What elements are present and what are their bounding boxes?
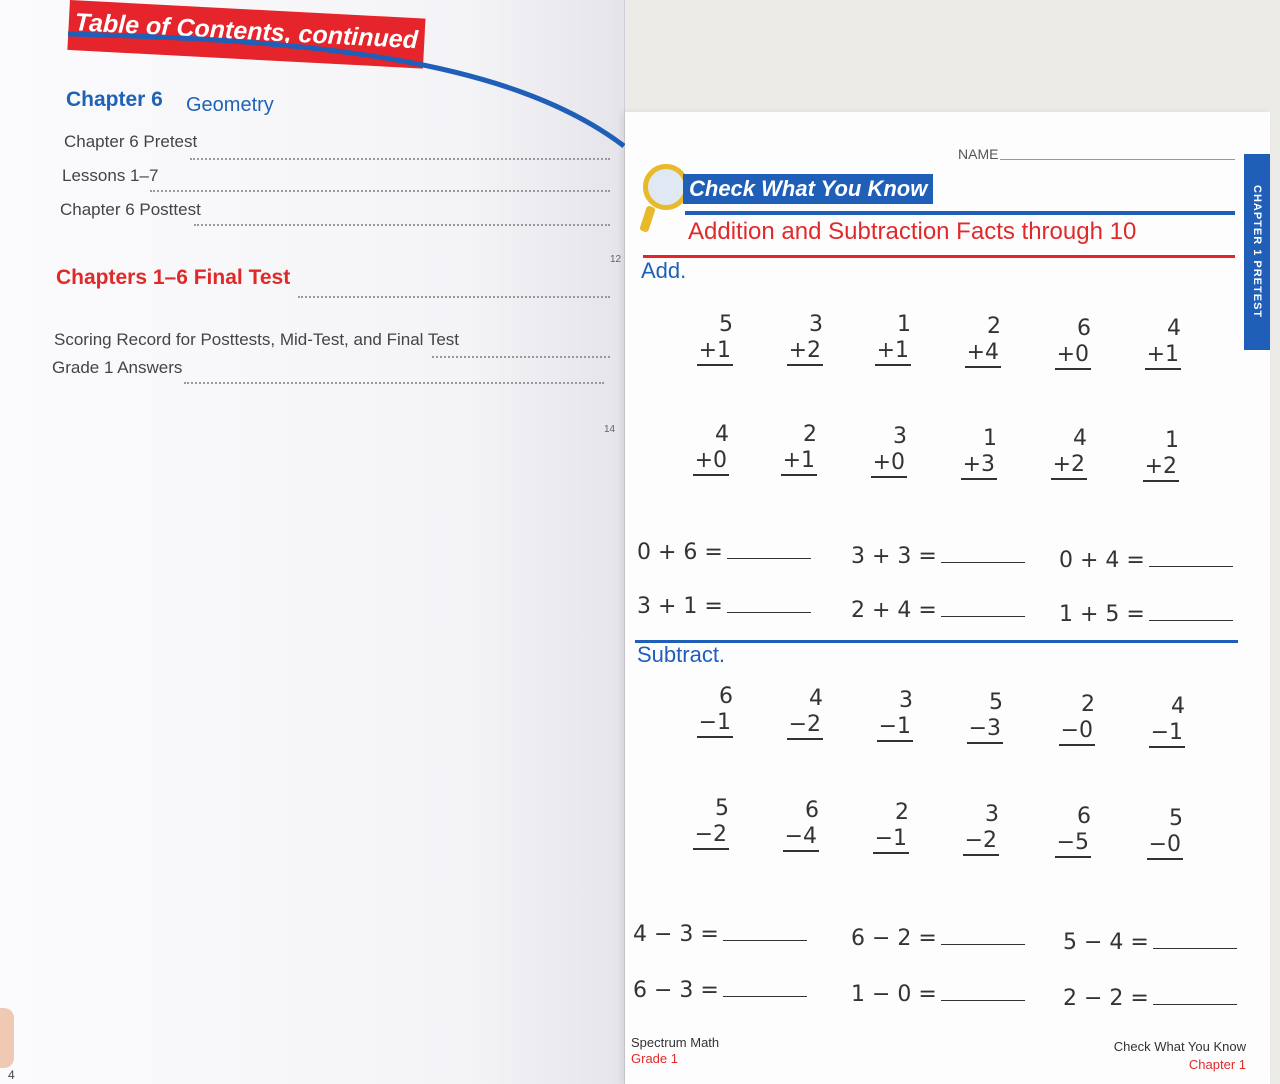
add-problem: 4 +0: [673, 422, 729, 476]
chapter-title: Geometry: [186, 94, 274, 116]
name-line: [1000, 159, 1235, 160]
footer-chapter: Chapter 1: [1188, 1057, 1246, 1072]
banner-underline: [685, 211, 1235, 215]
chapter-label: Chapter 6: [66, 88, 163, 111]
footer-section: Check What You Know: [1113, 1039, 1246, 1054]
leader-dots: [432, 356, 610, 358]
answer-blank[interactable]: [941, 986, 1025, 1001]
subtract-problem: 3 −1: [857, 688, 913, 742]
answer-blank[interactable]: [1153, 934, 1237, 949]
subtract-problem: 5 −2: [673, 796, 729, 850]
subtract-equation: 6 − 3 =: [633, 978, 807, 1003]
section-divider: [635, 640, 1238, 643]
right-page: [625, 112, 1270, 1084]
subtract-problem: 6 −5: [1035, 804, 1091, 858]
leader-dots: [298, 296, 610, 298]
add-heading: Add.: [641, 258, 687, 283]
answer-blank[interactable]: [941, 548, 1025, 563]
answer-blank[interactable]: [941, 930, 1025, 945]
leader-dots: [150, 190, 610, 192]
page-number-fragment: 14: [604, 424, 616, 435]
worksheet-subtitle: Addition and Subtraction Facts through 10: [688, 218, 1137, 245]
subtract-problem: 4 −2: [767, 686, 823, 740]
subtract-problem: 6 −1: [677, 684, 733, 738]
add-equation: 2 + 4 =: [851, 598, 1025, 623]
magnifier-handle: [639, 205, 656, 233]
answer-blank[interactable]: [1149, 552, 1233, 567]
add-problem: 1 +3: [941, 426, 997, 480]
subtract-problem: 4 −1: [1129, 694, 1185, 748]
add-problem: 4 +1: [1125, 316, 1181, 370]
page-number-fragment: 12: [610, 254, 622, 265]
toc-item-answers: Grade 1 Answers: [52, 358, 183, 377]
toc-item-posttest: Chapter 6 Posttest: [60, 200, 201, 219]
footer-grade: Grade 1: [631, 1051, 678, 1066]
answer-blank[interactable]: [723, 982, 807, 997]
add-problem: 3 +2: [767, 312, 823, 366]
toc-item-scoring: Scoring Record for Posttests, Mid-Test, and Final Test: [54, 330, 460, 349]
final-test-heading: Chapters 1–6 Final Test: [56, 266, 291, 289]
subtract-heading: Subtract.: [637, 642, 726, 667]
add-equation: 3 + 3 =: [851, 544, 1025, 569]
add-equation: 1 + 5 =: [1059, 602, 1233, 627]
leader-dots: [184, 382, 604, 384]
add-problem: 1 +1: [855, 312, 911, 366]
answer-blank[interactable]: [727, 598, 811, 613]
subtract-problem: 2 −1: [853, 800, 909, 854]
subtract-equation: 1 − 0 =: [851, 982, 1025, 1007]
footer-book-title: Spectrum Math: [631, 1035, 720, 1050]
leader-dots: [194, 224, 610, 226]
add-problem: 2 +1: [761, 422, 817, 476]
subtract-problem: 3 −2: [943, 802, 999, 856]
add-problem: 1 +2: [1123, 428, 1179, 482]
left-page: [0, 0, 625, 1084]
answer-blank[interactable]: [727, 544, 811, 559]
subtract-equation: 2 − 2 =: [1063, 986, 1237, 1011]
check-what-you-know-banner: Check What You Know: [683, 174, 933, 204]
chapter-side-tab: CHAPTER 1 PRETEST: [1244, 154, 1270, 350]
add-problem: 4 +2: [1031, 426, 1087, 480]
subtract-problem: 2 −0: [1039, 692, 1095, 746]
subtract-equation: 5 − 4 =: [1063, 930, 1237, 955]
add-problem: 6 +0: [1035, 316, 1091, 370]
subtract-equation: 6 − 2 =: [851, 926, 1025, 951]
corner-page-number: 4: [8, 1068, 15, 1082]
add-problem: 2 +4: [945, 314, 1001, 368]
answer-blank[interactable]: [723, 926, 807, 941]
subtitle-underline: [643, 255, 1235, 258]
name-label: NAME: [958, 146, 999, 162]
toc-item-lessons: Lessons 1–7: [62, 166, 159, 185]
subtract-equation: 4 − 3 =: [633, 922, 807, 947]
answer-blank[interactable]: [1149, 606, 1233, 621]
add-problem: 3 +0: [851, 424, 907, 478]
toc-header-tag: Table of Contents, continued: [67, 0, 425, 69]
subtract-problem: 6 −4: [763, 798, 819, 852]
leader-dots: [190, 158, 610, 160]
toc-item-pretest: Chapter 6 Pretest: [64, 132, 198, 151]
answer-blank[interactable]: [1153, 990, 1237, 1005]
add-equation: 0 + 6 =: [637, 540, 811, 565]
answer-blank[interactable]: [941, 602, 1025, 617]
add-equation: 0 + 4 =: [1059, 548, 1233, 573]
add-equation: 3 + 1 =: [637, 594, 811, 619]
subtract-problem: 5 −0: [1127, 806, 1183, 860]
add-problem: 5 +1: [677, 312, 733, 366]
subtract-problem: 5 −3: [947, 690, 1003, 744]
finger: [0, 1008, 14, 1068]
